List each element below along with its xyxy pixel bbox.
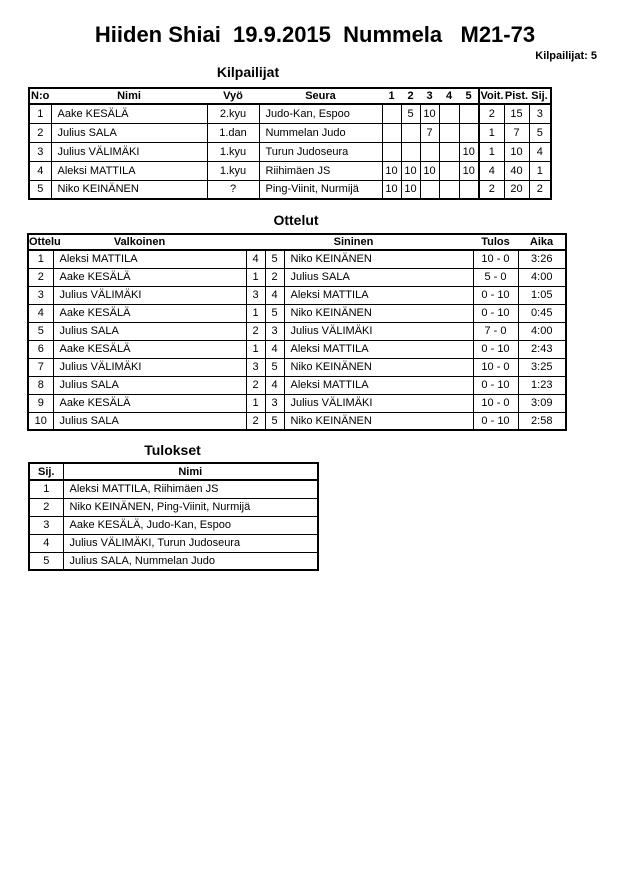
match-time: 4:00 [518, 268, 566, 286]
white-name: Aake KESÄLÄ [53, 394, 246, 412]
header-time: Aika [518, 234, 566, 250]
result-row [29, 516, 318, 534]
round-3-score [420, 142, 439, 161]
competitor-points: 7 [504, 123, 529, 142]
competitor-points: 10 [504, 142, 529, 161]
match-row [28, 268, 566, 286]
match-row [28, 340, 566, 358]
match-time: 2:43 [518, 340, 566, 358]
result-place: 2 [29, 498, 63, 516]
header-no: N:o [31, 90, 50, 102]
match-result: 0 - 10 [473, 286, 518, 304]
round-5-score: 10 [459, 161, 479, 180]
competitors-table [28, 87, 552, 200]
match-result: 0 - 10 [473, 304, 518, 322]
header-points: Pist. [504, 90, 529, 102]
white-number: 1 [246, 394, 265, 412]
match-row [28, 376, 566, 394]
blue-name: Niko KEINÄNEN [284, 358, 473, 376]
match-number: 4 [28, 304, 53, 322]
header-result: Tulos [473, 234, 518, 250]
blue-name: Aleksi MATTILA [284, 286, 473, 304]
blue-number: 3 [265, 394, 284, 412]
white-name: Julius VÄLIMÄKI [53, 286, 246, 304]
white-name: Julius SALA [53, 412, 246, 430]
match-row [28, 250, 566, 268]
match-time: 3:09 [518, 394, 566, 412]
competitor-number: 4 [29, 161, 51, 180]
competitor-row [29, 161, 551, 180]
round-5-score [459, 180, 479, 199]
matches-header-row [28, 234, 566, 250]
blue-number: 4 [265, 340, 284, 358]
competitor-name: Niko KEINÄNEN [51, 180, 207, 199]
competitor-row [29, 180, 551, 199]
match-time: 1:23 [518, 376, 566, 394]
blue-number: 2 [265, 268, 284, 286]
competitor-place: 1 [529, 161, 551, 180]
white-name: Julius SALA [53, 376, 246, 394]
round-2-score: 10 [401, 180, 420, 199]
blue-name: Julius VÄLIMÄKI [284, 322, 473, 340]
blue-number: 3 [265, 322, 284, 340]
round-4-score [439, 104, 459, 123]
header-round-5: 5 [459, 88, 479, 104]
blue-number: 5 [265, 412, 284, 430]
match-row [28, 322, 566, 340]
page-title: Hiiden Shiai 19.9.2015 Nummela M21-73 [94, 22, 536, 47]
result-row [29, 552, 318, 570]
competitor-points: 40 [504, 161, 529, 180]
match-result: 0 - 10 [473, 340, 518, 358]
match-row [28, 394, 566, 412]
match-result: 10 - 0 [473, 358, 518, 376]
header-result-name: Nimi [63, 463, 318, 480]
header-place: Sij. [529, 88, 551, 104]
match-time: 1:05 [518, 286, 566, 304]
round-1-score [382, 142, 401, 161]
result-row [29, 498, 318, 516]
white-number: 1 [246, 268, 265, 286]
match-time: 3:26 [518, 250, 566, 268]
white-name: Aake KESÄLÄ [53, 304, 246, 322]
match-number: 3 [28, 286, 53, 304]
competitors-header-row [29, 88, 551, 104]
competitor-wins: 2 [479, 104, 504, 123]
results-header-row [29, 463, 318, 480]
white-number: 1 [246, 340, 265, 358]
matches-table [27, 233, 567, 431]
competitor-number: 2 [29, 123, 51, 142]
competitor-name: Julius SALA [51, 123, 207, 142]
competitor-number: 5 [29, 180, 51, 199]
competitor-number: 1 [29, 104, 51, 123]
section-heading-ottelut: Ottelut [273, 212, 319, 228]
white-name: Aake KESÄLÄ [53, 340, 246, 358]
header-blue-number [265, 234, 284, 250]
round-4-score [439, 123, 459, 142]
competitor-belt: 1.dan [207, 123, 259, 142]
competitors-count: Kilpailijat: 5 [535, 50, 597, 62]
header-name: Nimi [51, 88, 207, 104]
round-5-score [459, 123, 479, 142]
round-4-score [439, 180, 459, 199]
competitor-wins: 1 [479, 142, 504, 161]
white-name: Julius SALA [53, 322, 246, 340]
result-name: Niko KEINÄNEN, Ping-Viinit, Nurmijä [63, 498, 318, 516]
white-number: 3 [246, 286, 265, 304]
result-row [29, 480, 318, 498]
competitor-club: Riihimäen JS [259, 161, 382, 180]
result-name: Julius SALA, Nummelan Judo [63, 552, 318, 570]
match-number: 9 [28, 394, 53, 412]
round-1-score [382, 123, 401, 142]
competitor-points: 20 [504, 180, 529, 199]
round-2-score: 5 [401, 104, 420, 123]
white-number: 2 [246, 322, 265, 340]
round-4-score [439, 161, 459, 180]
white-number: 2 [246, 376, 265, 394]
competitor-wins: 4 [479, 161, 504, 180]
match-result: 5 - 0 [473, 268, 518, 286]
white-number: 3 [246, 358, 265, 376]
blue-name: Julius SALA [284, 268, 473, 286]
header-white-number [246, 234, 265, 250]
result-row [29, 534, 318, 552]
header-round-1: 1 [382, 88, 401, 104]
competitor-name: Aleksi MATTILA [51, 161, 207, 180]
result-place: 3 [29, 516, 63, 534]
competitor-club: Turun Judoseura [259, 142, 382, 161]
round-1-score [382, 104, 401, 123]
blue-name: Niko KEINÄNEN [284, 304, 473, 322]
blue-number: 4 [265, 376, 284, 394]
competitor-row [29, 142, 551, 161]
match-row [28, 304, 566, 322]
match-result: 0 - 10 [473, 412, 518, 430]
match-result: 10 - 0 [473, 250, 518, 268]
round-2-score: 10 [401, 161, 420, 180]
competitor-belt: 2.kyu [207, 104, 259, 123]
result-name: Julius VÄLIMÄKI, Turun Judoseura [63, 534, 318, 552]
match-result: 7 - 0 [473, 322, 518, 340]
result-place: 1 [29, 480, 63, 498]
result-name: Aleksi MATTILA, Riihimäen JS [63, 480, 318, 498]
round-3-score: 10 [420, 161, 439, 180]
competitor-name: Aake KESÄLÄ [51, 104, 207, 123]
header-match: Ottelu [29, 236, 61, 248]
match-number: 1 [28, 250, 53, 268]
competitor-club: Ping-Viinit, Nurmijä [259, 180, 382, 199]
match-result: 0 - 10 [473, 376, 518, 394]
blue-name: Niko KEINÄNEN [284, 412, 473, 430]
competitor-row [29, 104, 551, 123]
result-place: 4 [29, 534, 63, 552]
round-2-score [401, 123, 420, 142]
competitor-points: 15 [504, 104, 529, 123]
competitor-place: 4 [529, 142, 551, 161]
blue-number: 5 [265, 304, 284, 322]
competitor-belt: 1.kyu [207, 161, 259, 180]
blue-number: 4 [265, 286, 284, 304]
match-time: 2:58 [518, 412, 566, 430]
competitor-number: 3 [29, 142, 51, 161]
competitor-place: 5 [529, 123, 551, 142]
match-number: 5 [28, 322, 53, 340]
white-number: 2 [246, 412, 265, 430]
round-5-score [459, 104, 479, 123]
header-wins: Voit. [480, 90, 504, 102]
header-round-4: 4 [439, 88, 459, 104]
round-2-score [401, 142, 420, 161]
white-name: Aake KESÄLÄ [53, 268, 246, 286]
blue-name: Niko KEINÄNEN [284, 250, 473, 268]
header-white: Valkoinen [53, 234, 246, 250]
blue-name: Aleksi MATTILA [284, 340, 473, 358]
competitor-place: 2 [529, 180, 551, 199]
header-round-2: 2 [401, 88, 420, 104]
round-4-score [439, 142, 459, 161]
blue-number: 5 [265, 358, 284, 376]
match-time: 0:45 [518, 304, 566, 322]
results-table [28, 462, 319, 571]
header-blue: Sininen [284, 234, 473, 250]
white-name: Aleksi MATTILA [53, 250, 246, 268]
competitor-row [29, 123, 551, 142]
header-result-place: Sij. [29, 463, 63, 480]
competitor-wins: 2 [479, 180, 504, 199]
round-3-score: 7 [420, 123, 439, 142]
section-heading-kilpailijat: Kilpailijat [216, 64, 280, 80]
blue-number: 5 [265, 250, 284, 268]
competitor-club: Nummelan Judo [259, 123, 382, 142]
match-time: 3:25 [518, 358, 566, 376]
result-name: Aake KESÄLÄ, Judo-Kan, Espoo [63, 516, 318, 534]
competitor-name: Julius VÄLIMÄKI [51, 142, 207, 161]
white-number: 1 [246, 304, 265, 322]
round-1-score: 10 [382, 180, 401, 199]
competitor-place: 3 [529, 104, 551, 123]
competitor-club: Judo-Kan, Espoo [259, 104, 382, 123]
match-number: 6 [28, 340, 53, 358]
blue-name: Julius VÄLIMÄKI [284, 394, 473, 412]
match-number: 10 [28, 412, 53, 430]
match-row [28, 286, 566, 304]
white-name: Julius VÄLIMÄKI [53, 358, 246, 376]
match-number: 2 [28, 268, 53, 286]
white-number: 4 [246, 250, 265, 268]
match-row [28, 412, 566, 430]
match-row [28, 358, 566, 376]
header-club: Seura [259, 88, 382, 104]
competitor-belt: ? [207, 180, 259, 199]
match-number: 7 [28, 358, 53, 376]
header-round-3: 3 [420, 88, 439, 104]
match-result: 10 - 0 [473, 394, 518, 412]
round-1-score: 10 [382, 161, 401, 180]
match-time: 4:00 [518, 322, 566, 340]
competitor-belt: 1.kyu [207, 142, 259, 161]
round-3-score [420, 180, 439, 199]
section-heading-tulokset: Tulokset [144, 442, 201, 458]
round-3-score: 10 [420, 104, 439, 123]
result-place: 5 [29, 552, 63, 570]
round-5-score: 10 [459, 142, 479, 161]
header-belt: Vyö [207, 88, 259, 104]
blue-name: Aleksi MATTILA [284, 376, 473, 394]
competitor-wins: 1 [479, 123, 504, 142]
match-number: 8 [28, 376, 53, 394]
